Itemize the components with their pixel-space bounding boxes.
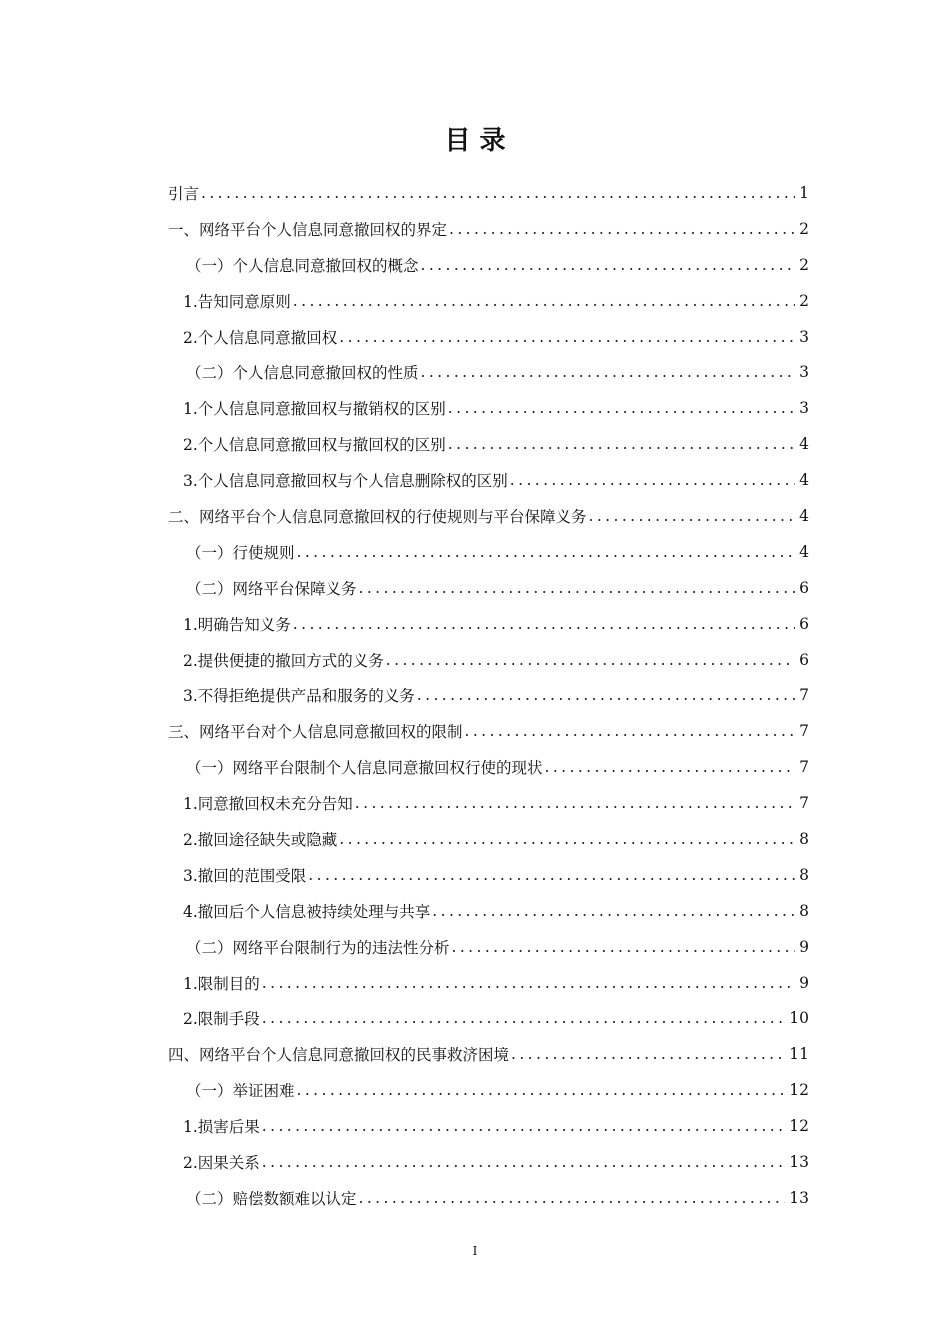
toc-entry-title: 三、网络平台对个人信息同意撤回权的限制 xyxy=(168,723,463,742)
toc-dot-leader xyxy=(448,435,795,453)
toc-entry-title: 1.个人信息同意撤回权与撤销权的区别 xyxy=(183,400,446,419)
toc-entry[interactable] xyxy=(168,426,809,462)
toc-entry[interactable] xyxy=(168,606,809,642)
toc-dot-leader xyxy=(465,722,795,740)
toc-entry-page: 7 xyxy=(799,758,809,777)
toc-entry-page: 12 xyxy=(789,1117,809,1136)
toc-dot-leader xyxy=(448,399,795,417)
toc-dot-leader xyxy=(355,794,795,812)
toc-dot-leader xyxy=(308,866,795,884)
toc-dot-leader xyxy=(545,758,795,776)
toc-dot-leader xyxy=(262,1153,785,1171)
toc-dot-leader xyxy=(452,938,795,956)
toc-dot-leader xyxy=(201,184,795,202)
toc-entry[interactable] xyxy=(168,677,809,713)
toc-entry-title: （二）网络平台保障义务 xyxy=(186,579,357,598)
toc-entry-title: （一）行使规则 xyxy=(186,543,295,562)
toc-entry-title: （一）举证困难 xyxy=(186,1082,295,1101)
toc-dot-leader xyxy=(293,615,795,633)
page-number: I xyxy=(472,1244,478,1258)
toc-dot-leader xyxy=(339,830,795,848)
toc-entry-title: 4.撤回后个人信息被持续处理与共享 xyxy=(183,902,431,921)
toc-entry[interactable] xyxy=(168,1000,809,1036)
toc-entry[interactable] xyxy=(168,175,809,211)
toc-entry-page: 8 xyxy=(799,901,809,920)
toc-entry-page: 6 xyxy=(799,650,809,669)
toc-entry-page: 10 xyxy=(789,1009,809,1028)
toc-entry-title: 一、网络平台个人信息同意撤回权的界定 xyxy=(168,220,448,239)
page-title: 目 录 xyxy=(444,126,506,156)
toc-entry[interactable] xyxy=(168,462,809,498)
toc-entry[interactable] xyxy=(168,498,809,534)
toc-dot-leader xyxy=(359,579,795,597)
toc-entry[interactable] xyxy=(168,211,809,247)
toc-dot-leader xyxy=(432,902,795,920)
toc-entry[interactable] xyxy=(168,965,809,1001)
toc-entry-page: 8 xyxy=(799,829,809,848)
toc-dot-leader xyxy=(339,328,795,346)
toc-dot-leader xyxy=(297,543,795,561)
toc-entry-page: 4 xyxy=(799,435,809,454)
toc-entry-page: 6 xyxy=(799,578,809,597)
toc-entry-title: 1.同意撤回权未充分告知 xyxy=(183,795,353,814)
toc-dot-leader xyxy=(421,363,795,381)
toc-entry-page: 9 xyxy=(799,973,809,992)
toc-entry-title: 引言 xyxy=(168,184,200,203)
toc-entry[interactable] xyxy=(168,713,809,749)
toc-entry-page: 4 xyxy=(799,506,809,525)
toc-entry[interactable] xyxy=(168,390,809,426)
toc-entry[interactable] xyxy=(168,247,809,283)
toc-entry[interactable] xyxy=(168,1180,809,1216)
toc-entry-title: 2.因果关系 xyxy=(183,1153,260,1172)
toc-entry-page: 1 xyxy=(799,183,809,202)
toc-entry-title: （一）网络平台限制个人信息同意撤回权行使的现状 xyxy=(186,759,543,778)
toc-entry-title: 1.明确告知义务 xyxy=(183,615,291,634)
toc-dot-leader xyxy=(386,651,795,669)
toc-entry[interactable] xyxy=(168,534,809,570)
toc-entry-page: 2 xyxy=(799,255,809,274)
toc-entry[interactable] xyxy=(168,319,809,355)
toc-entry-title: 3.撤回的范围受限 xyxy=(183,866,307,885)
toc-dot-leader xyxy=(449,220,795,238)
toc-entry-page: 13 xyxy=(789,1152,809,1171)
toc-dot-leader xyxy=(293,292,795,310)
toc-dot-leader xyxy=(297,1081,786,1099)
toc-entry[interactable] xyxy=(168,929,809,965)
toc-entry-title: 1.损害后果 xyxy=(183,1118,260,1137)
toc-entry[interactable] xyxy=(168,821,809,857)
toc-entry[interactable] xyxy=(168,1108,809,1144)
toc-entry-title: 2.个人信息同意撤回权与撤回权的区别 xyxy=(183,436,446,455)
toc-entry[interactable] xyxy=(168,642,809,678)
toc-entry[interactable] xyxy=(168,283,809,319)
toc-entry[interactable] xyxy=(168,1072,809,1108)
toc-entry-page: 3 xyxy=(799,399,809,418)
toc-entry[interactable] xyxy=(168,893,809,929)
toc-entry-page: 8 xyxy=(799,865,809,884)
toc-entry-title: 二、网络平台个人信息同意撤回权的行使规则与平台保障义务 xyxy=(168,507,587,526)
toc-dot-leader xyxy=(262,974,795,992)
toc-entry-title: 2.个人信息同意撤回权 xyxy=(183,328,338,347)
toc-entry-title: 3.不得拒绝提供产品和服务的义务 xyxy=(183,687,415,706)
toc-entry[interactable] xyxy=(168,749,809,785)
toc-entry[interactable] xyxy=(168,857,809,893)
toc-entry-title: 2.撤回途径缺失或隐藏 xyxy=(183,830,338,849)
toc-entry-page: 12 xyxy=(789,1081,809,1100)
toc-entry[interactable] xyxy=(168,785,809,821)
table-of-contents xyxy=(168,175,809,1216)
toc-entry-page: 9 xyxy=(799,937,809,956)
toc-entry-title: （二）赔偿数额难以认定 xyxy=(186,1189,357,1208)
toc-entry-page: 4 xyxy=(799,471,809,490)
toc-entry-title: 2.限制手段 xyxy=(183,1010,260,1029)
toc-entry-page: 7 xyxy=(799,686,809,705)
toc-entry[interactable] xyxy=(168,354,809,390)
toc-entry-page: 6 xyxy=(799,614,809,633)
toc-entry-title: （二）网络平台限制行为的违法性分析 xyxy=(186,938,450,957)
toc-entry-title: 3.个人信息同意撤回权与个人信息删除权的区别 xyxy=(183,472,508,491)
toc-entry[interactable] xyxy=(168,570,809,606)
toc-entry-title: （二）个人信息同意撤回权的性质 xyxy=(186,364,419,383)
toc-dot-leader xyxy=(510,471,795,489)
toc-dot-leader xyxy=(421,256,795,274)
toc-dot-leader xyxy=(417,686,795,704)
toc-entry-title: 1.告知同意原则 xyxy=(183,292,291,311)
toc-entry-title: 1.限制目的 xyxy=(183,974,260,993)
toc-entry-title: （一）个人信息同意撤回权的概念 xyxy=(186,256,419,275)
toc-entry-page: 2 xyxy=(799,291,809,310)
toc-entry-page: 7 xyxy=(799,794,809,813)
toc-dot-leader xyxy=(262,1009,785,1027)
toc-entry[interactable] xyxy=(168,1036,809,1072)
toc-entry-page: 13 xyxy=(789,1188,809,1207)
toc-entry[interactable] xyxy=(168,1144,809,1180)
toc-entry-page: 7 xyxy=(799,722,809,741)
toc-entry-page: 11 xyxy=(789,1045,809,1064)
toc-entry-page: 3 xyxy=(799,327,809,346)
toc-dot-leader xyxy=(589,507,795,525)
toc-dot-leader xyxy=(262,1117,785,1135)
toc-entry-page: 2 xyxy=(799,219,809,238)
toc-entry-title: 2.提供便捷的撤回方式的义务 xyxy=(183,651,384,670)
toc-dot-leader xyxy=(359,1189,786,1207)
toc-entry-title: 四、网络平台个人信息同意撤回权的民事救济困境 xyxy=(168,1046,510,1065)
toc-entry-page: 3 xyxy=(799,363,809,382)
toc-dot-leader xyxy=(511,1045,785,1063)
toc-entry-page: 4 xyxy=(799,542,809,561)
